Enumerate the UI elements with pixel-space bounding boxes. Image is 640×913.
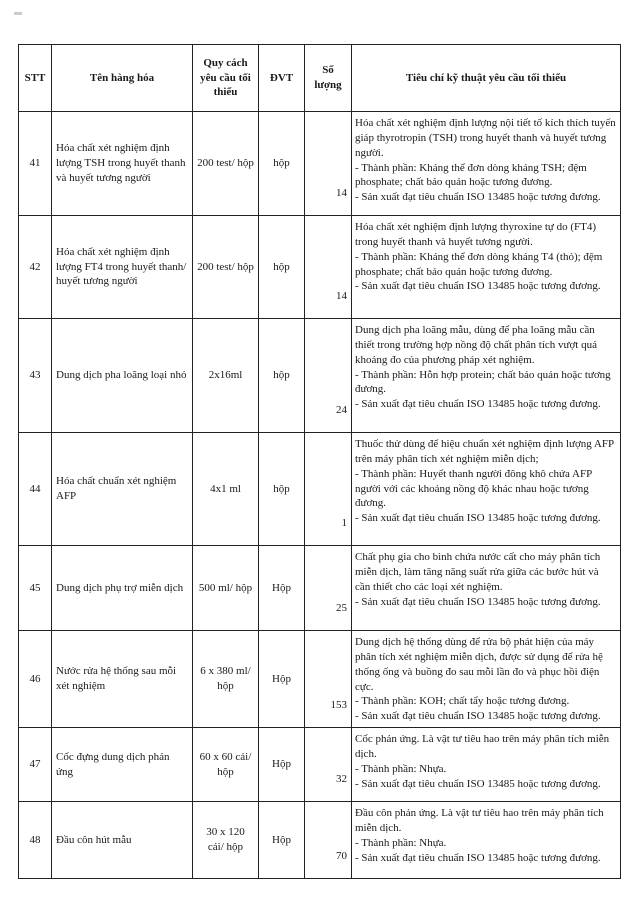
document-page (18, 44, 620, 879)
cell-spec: 200 test/ hộp (193, 216, 259, 319)
cell-unit: hộp (259, 112, 305, 216)
cell-criteria (352, 216, 621, 319)
table-header-row (19, 45, 621, 112)
cell-name: Hóa chất chuẩn xét nghiệm AFP (52, 433, 193, 546)
cell-qty: 153 (305, 631, 352, 728)
cell-spec: 200 test/ hộp (193, 112, 259, 216)
criteria-line: - Sản xuất đạt tiêu chuẩn ISO 13485 hoặc tương đương. (355, 777, 601, 790)
cell-qty: 14 (305, 112, 352, 216)
cell-spec: 30 x 120 cái/ hộp (193, 802, 259, 879)
table-row (19, 112, 621, 216)
header-name: Tên hàng hóa (52, 45, 193, 112)
table-body (19, 112, 621, 879)
criteria-line: - Sản xuất đạt tiêu chuẩn ISO 13485 hoặc tương đương. (355, 512, 601, 525)
header-qty: Số lượng (305, 45, 352, 112)
header-spec: Quy cách yêu cầu tối thiểu (193, 45, 259, 112)
goods-table (18, 44, 621, 879)
criteria-line: - Sản xuất đạt tiêu chuẩn ISO 13485 hoặc tương đương. (355, 851, 601, 864)
cell-name: Hóa chất xét nghiệm định lượng TSH trong huyết thanh và huyết tương người (52, 112, 193, 216)
criteria-line: - Thành phần: Kháng thể đơn dòng kháng T4 (thỏ); đệm phosphate; chất bảo quản hoặc tương đương. (355, 250, 603, 278)
criteria-line: Chất phụ gia cho bình chứa nước cất cho máy phân tích miễn dịch, làm tăng năng suất rửa giữa các bước hút và cần thiết cho các loại xét nghiệm. (355, 551, 601, 593)
criteria-line: Hóa chất xét nghiệm định lượng nội tiết tố kích thích tuyến giáp thyrotropin (TSH) trong huyết thanh và huyết tương người. (355, 117, 616, 159)
cell-unit: Hộp (259, 728, 305, 802)
cell-unit: Hộp (259, 631, 305, 728)
criteria-line: - Sản xuất đạt tiêu chuẩn ISO 13485 hoặc tương đương. (355, 710, 601, 723)
cell-criteria (352, 631, 621, 728)
cell-criteria (352, 728, 621, 802)
criteria-line: - Thành phần: Huyết thanh người đông khô chứa AFP người với các khoảng nồng độ khác nhau hoặc tương đương. (355, 467, 592, 510)
cell-stt: 45 (19, 546, 52, 631)
cell-spec: 60 x 60 cái/ hộp (193, 728, 259, 802)
cell-criteria (352, 112, 621, 216)
cell-stt: 47 (19, 728, 52, 802)
cell-unit: Hộp (259, 802, 305, 879)
cell-spec: 6 x 380 ml/ hộp (193, 631, 259, 728)
criteria-line: Dung dịch hệ thống dùng để rửa bộ phát hiện của máy phân tích xét nghiệm miễn dịch, được sử dụng để rửa hệ thống ống và buồng đo sau mỗi lần đo và phục hồi điện cực. (355, 636, 603, 693)
cell-stt: 46 (19, 631, 52, 728)
cell-unit: Hộp (259, 546, 305, 631)
table-row (19, 216, 621, 319)
cell-stt: 41 (19, 112, 52, 216)
cell-spec: 2x16ml (193, 319, 259, 433)
cell-name: Hóa chất xét nghiệm định lượng FT4 trong huyết thanh/ huyết tương người (52, 216, 193, 319)
table-row (19, 631, 621, 728)
cell-criteria (352, 433, 621, 546)
table-row (19, 546, 621, 631)
header-stt: STT (19, 45, 52, 112)
criteria-line: Hóa chất xét nghiệm định lượng thyroxine tự do (FT4) trong huyết thanh và huyết tương người. (355, 221, 597, 248)
header-unit: ĐVT (259, 45, 305, 112)
cell-qty: 70 (305, 802, 352, 879)
cell-stt: 43 (19, 319, 52, 433)
cell-qty: 1 (305, 433, 352, 546)
criteria-line: - Thành phần: KOH; chất tẩy hoặc tương đương. (355, 695, 570, 708)
cell-criteria (352, 319, 621, 433)
table-row (19, 802, 621, 879)
cell-unit: hộp (259, 433, 305, 546)
table-row (19, 319, 621, 433)
cell-spec: 500 ml/ hộp (193, 546, 259, 631)
cell-name: Dung dịch phụ trợ miễn dịch (52, 546, 193, 631)
criteria-line: - Thành phần: Nhựa. (355, 762, 447, 775)
criteria-line: - Thành phần: Kháng thể đơn dòng kháng TSH; đệm phosphate; chất bảo quản hoặc tương đương. (355, 161, 587, 189)
criteria-line: Đầu côn phản ứng. Là vật tư tiêu hao trên máy phân tích miễn dịch. (355, 807, 604, 834)
cell-unit: hộp (259, 319, 305, 433)
criteria-line: - Sản xuất đạt tiêu chuẩn ISO 13485 hoặc tương đương. (355, 191, 601, 204)
criteria-line: - Thành phần: Nhựa. (355, 836, 447, 849)
header-criteria: Tiêu chí kỹ thuật yêu cầu tối thiểu (352, 45, 621, 112)
criteria-line: - Thành phần: Hỗn hợp protein; chất bảo quản hoặc tương đương. (355, 368, 611, 396)
criteria-line: Thuốc thử dùng để hiệu chuẩn xét nghiệm định lượng AFP trên máy phân tích xét nghiệm miễn dịch; (355, 438, 614, 465)
cell-qty: 24 (305, 319, 352, 433)
criteria-line: Dung dịch pha loãng mẫu, dùng để pha loãng mẫu cần thiết trong trường hợp nồng độ chất phân tích vượt quá khoảng đo của phương pháp xét nghiệm. (355, 324, 597, 366)
cell-name: Dung dịch pha loãng loại nhỏ (52, 319, 193, 433)
cell-stt: 44 (19, 433, 52, 546)
cell-name: Đầu côn hút mẫu (52, 802, 193, 879)
criteria-line: - Sản xuất đạt tiêu chuẩn ISO 13485 hoặc tương đương. (355, 398, 601, 411)
scan-mark (14, 12, 22, 15)
criteria-line: - Sản xuất đạt tiêu chuẩn ISO 13485 hoặc tương đương. (355, 280, 601, 293)
cell-qty: 32 (305, 728, 352, 802)
table-row (19, 728, 621, 802)
cell-stt: 48 (19, 802, 52, 879)
table-row (19, 433, 621, 546)
cell-spec: 4x1 ml (193, 433, 259, 546)
cell-unit: hộp (259, 216, 305, 319)
criteria-line: Cốc phản ứng. Là vật tư tiêu hao trên máy phân tích miễn dịch. (355, 733, 610, 760)
cell-stt: 42 (19, 216, 52, 319)
cell-criteria (352, 546, 621, 631)
cell-criteria (352, 802, 621, 879)
cell-name: Cốc đựng dung dịch phản ứng (52, 728, 193, 802)
criteria-line: - Sản xuất đạt tiêu chuẩn ISO 13485 hoặc tương đương. (355, 595, 601, 608)
cell-qty: 25 (305, 546, 352, 631)
cell-name: Nước rửa hệ thống sau mỗi xét nghiệm (52, 631, 193, 728)
cell-qty: 14 (305, 216, 352, 319)
